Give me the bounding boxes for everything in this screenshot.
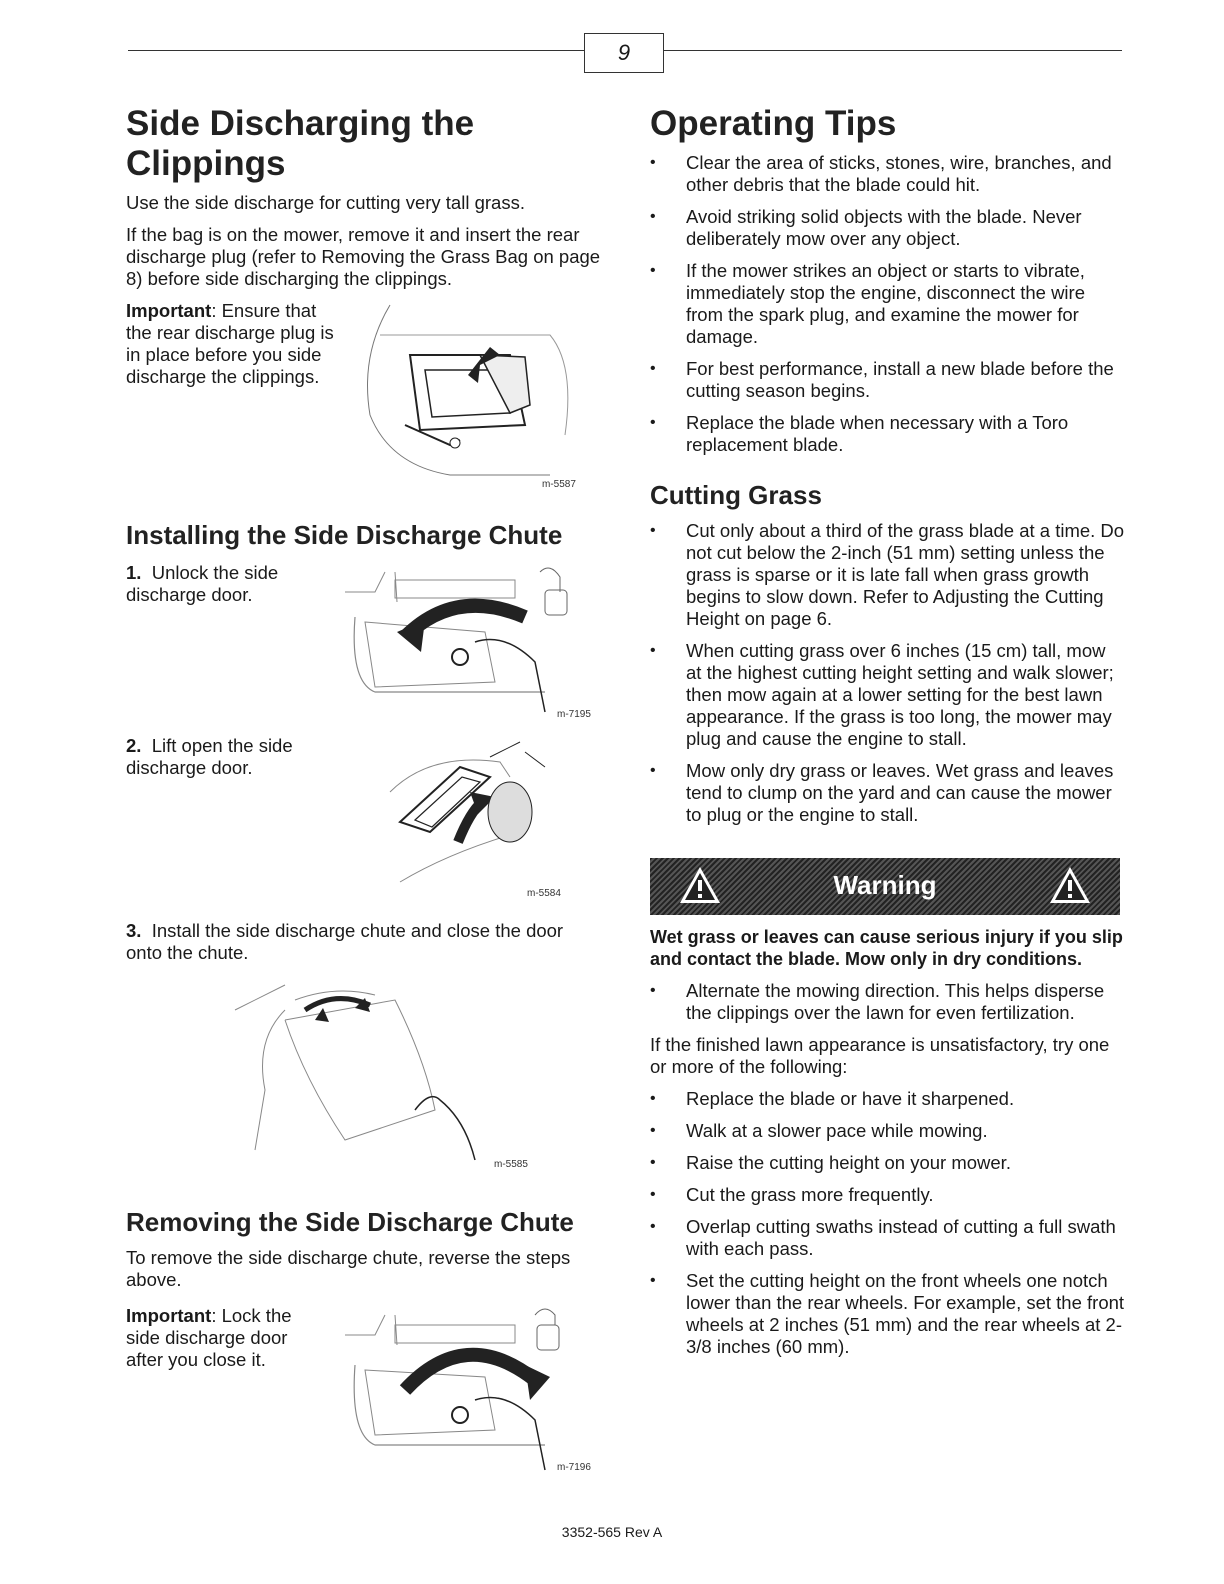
page-number: 9 — [584, 33, 664, 73]
remove-paragraph: To remove the side discharge chute, reverse the steps above. — [126, 1247, 571, 1290]
footer-doc-id: 3352-565 Rev A — [561, 1524, 663, 1540]
warning-triangle-icon-right — [1048, 865, 1092, 905]
list-item: • Avoid striking solid objects with the blade. Never deliberately mow over any object. — [650, 206, 1125, 250]
alternate-list — [650, 980, 1125, 1024]
figure-label-m7195: m-7195 — [557, 709, 591, 720]
list-item: • Clear the area of sticks, stones, wire, branches, and other debris that the blade could hit. — [650, 152, 1125, 196]
figure-label-m7196: m-7196 — [557, 1462, 591, 1473]
important-note-1 — [126, 300, 341, 388]
step-1-number: 1. — [126, 562, 142, 583]
important-label: Important — [126, 300, 212, 321]
section-title-cutting-grass: Cutting Grass — [650, 480, 822, 510]
step-1 — [126, 562, 296, 606]
important-text-2: : Lock the side discharge door after you close it. — [126, 1305, 292, 1370]
step-2-text: Lift open the side discharge door. — [126, 735, 293, 778]
figure-install-chute — [225, 980, 515, 1170]
intro-paragraph-1: Use the side discharge for cutting very tall grass. — [126, 192, 525, 213]
section-title-removing-chute: Removing the Side Discharge Chute — [126, 1207, 574, 1237]
step-3-number: 3. — [126, 920, 142, 941]
figure-rear-plug-illustration — [350, 295, 590, 490]
list-item: • For best performance, install a new blade before the cutting season begins. — [650, 358, 1125, 402]
warning-banner — [650, 858, 1120, 915]
list-item: • Raise the cutting height on your mower. — [650, 1152, 1125, 1174]
list-item: • Set the cutting height on the front wheels one notch lower than the rear wheels. For example, set the front wheels at 2 inches (51 mm) and the rear wheels at 2-3/8 inches (60 mm). — [650, 1270, 1125, 1358]
left-column — [126, 104, 606, 290]
list-item: • Replace the blade or have it sharpened. — [650, 1088, 1125, 1110]
step-2 — [126, 735, 326, 779]
step-3 — [126, 920, 596, 964]
warning-text: Wet grass or leaves can cause serious injury if you slip and contact the blade. Mow only in dry conditions. — [650, 927, 1123, 969]
list-item: • Alternate the mowing direction. This helps disperse the clippings over the lawn for even fertilization. — [650, 980, 1125, 1024]
right-column — [650, 104, 1125, 836]
list-item: • Replace the blade when necessary with a Toro replacement blade. — [650, 412, 1125, 456]
section-title-operating-tips: Operating Tips — [650, 104, 897, 143]
section-title-installing-chute: Installing the Side Discharge Chute — [126, 520, 563, 550]
list-item: • Cut only about a third of the grass blade at a time. Do not cut below the 2-inch (51 mm) setting unless the grass is sparse or it is late fall when grass growth begins to slow down. Refer to Adjusting the Cutting Height on page 6. — [650, 520, 1125, 630]
list-item: • Mow only dry grass or leaves. Wet grass and leaves tend to clump on the yard and can cause the mower to plug or the engine to stall. — [650, 760, 1125, 826]
remove-heading-block — [126, 1207, 606, 1291]
figure-unlock-door — [335, 562, 580, 722]
step-2-number: 2. — [126, 735, 142, 756]
list-item: • If the mower strikes an object or starts to vibrate, immediately stop the engine, disconnect the wire from the spark plug, and examine the mower for damage. — [650, 260, 1125, 348]
list-item: • Overlap cutting swaths instead of cutting a full swath with each pass. — [650, 1216, 1125, 1260]
figure-lift-door — [370, 732, 570, 902]
cutting-grass-list — [650, 520, 1125, 826]
install-heading-block — [126, 520, 606, 550]
figure-label-m5585: m-5585 — [494, 1159, 528, 1170]
figure-lock-door — [335, 1305, 580, 1475]
intro-paragraph-2: If the bag is on the mower, remove it and insert the rear discharge plug (refer to Removing the Grass Bag on page 8) before side discharging the clippings. — [126, 224, 601, 289]
list-item: • Walk at a slower pace while mowing. — [650, 1120, 1125, 1142]
figure-label-m5587: m-5587 — [542, 479, 576, 490]
list-item: • When cutting grass over 6 inches (15 cm) tall, mow at the highest cutting height setting and walk slower; then mow again at a lower setting for the best lawn appearance. If the grass is too long, the mower may plug and cause the engine to stall. — [650, 640, 1125, 750]
header-rule-right — [662, 50, 1122, 51]
figure-label-m5584: m-5584 — [527, 888, 561, 899]
header-rule-left — [128, 50, 584, 51]
important-text: : Ensure that the rear discharge plug is in place before you side discharge the clippings. — [126, 300, 334, 387]
right-column-lower — [650, 926, 1125, 1368]
warning-label: Warning — [833, 870, 937, 900]
unsatisfactory-paragraph: If the finished lawn appearance is unsatisfactory, try one or more of the following: — [650, 1034, 1110, 1077]
fixes-list — [650, 1088, 1125, 1358]
important-note-2 — [126, 1305, 301, 1371]
list-item: • Cut the grass more frequently. — [650, 1184, 1125, 1206]
operating-tips-list — [650, 152, 1125, 456]
section-title-side-discharging: Side Discharging the Clippings — [126, 104, 475, 183]
step-3-text: Install the side discharge chute and close the door onto the chute. — [126, 920, 564, 963]
step-1-text: Unlock the side discharge door. — [126, 562, 279, 605]
important-label-2: Important — [126, 1305, 212, 1326]
